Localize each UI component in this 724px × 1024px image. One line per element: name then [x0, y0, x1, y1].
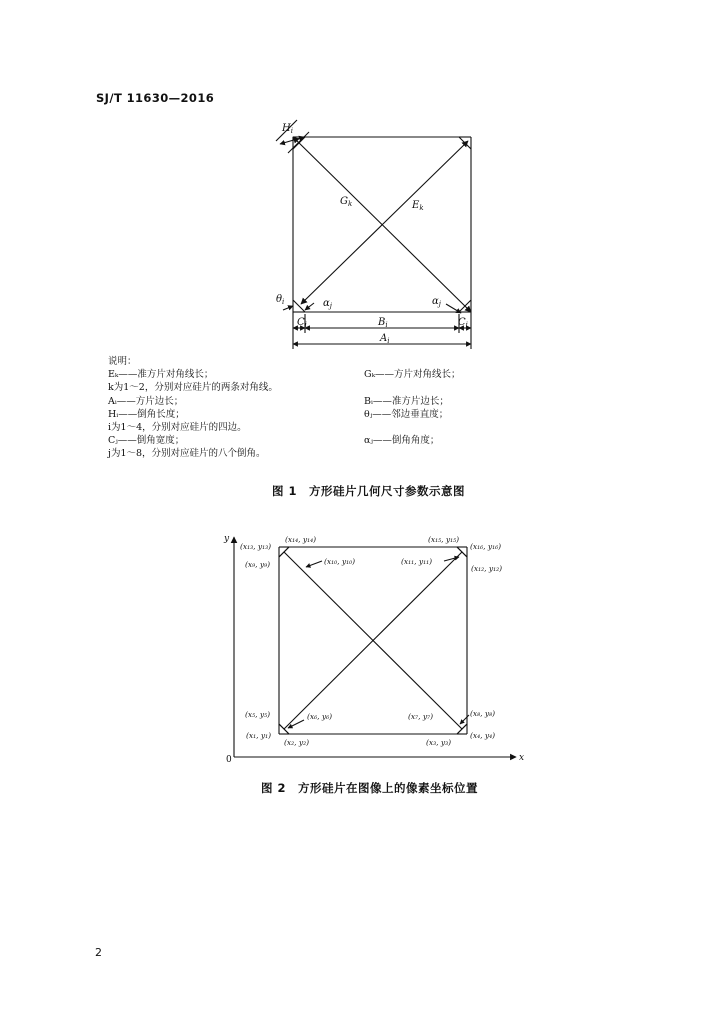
point-label: (x₁₅, y₁₅)	[428, 535, 460, 544]
legend-item: Gₖ——方片对角线长；	[364, 369, 461, 381]
legend-item: i为1～4，分别对应硅片的四边。	[108, 422, 247, 434]
point-label: (x₄, y₄)	[470, 731, 496, 740]
point-label: (x₆, y₆)	[307, 712, 333, 721]
figure-1-caption: 图 1 方形硅片几何尺寸参数示意图	[272, 484, 466, 498]
legend-item: θⱼ——邻边垂直度；	[364, 408, 449, 420]
figure-1-legend	[108, 355, 608, 461]
label-alpha-left: $\alpha_j$	[323, 298, 332, 310]
label-alpha-right: $\alpha_j$	[432, 296, 441, 308]
legend-item: j为1～8，分别对应硅片的八个倒角。	[108, 448, 266, 460]
point-label: (x₁₁, y₁₁)	[401, 557, 433, 566]
point-label: (x₃, y₃)	[426, 738, 452, 747]
point-label: (x₁₆, y₁₆)	[470, 542, 502, 551]
legend-item: k为1～2，分别对应硅片的两条对角线。	[108, 382, 278, 394]
figure-2-diagram	[0, 520, 724, 780]
y-axis-label: y	[224, 534, 230, 544]
legend-title: 说明：	[108, 356, 137, 367]
point-label: (x₇, y₇)	[408, 712, 434, 721]
legend-item: αⱼ——倒角角度；	[364, 435, 440, 447]
origin-label: 0	[226, 755, 232, 765]
point-label: (x₅, y₅)	[245, 710, 271, 719]
label-e: $E_k$	[412, 200, 424, 212]
legend-item: Cⱼ——倒角宽度；	[108, 435, 185, 447]
legend-item: Aᵢ——方片边长；	[108, 395, 184, 407]
label-g: $G_k$	[340, 196, 353, 208]
figure-2-caption: 图 2 方形硅片在图像上的像素坐标位置	[261, 781, 479, 795]
point-label: (x₁₀, y₁₀)	[324, 557, 356, 566]
label-c-right: $C_i$	[458, 317, 468, 329]
label-a: $A_i$	[380, 333, 390, 345]
point-label: (x₁, y₁)	[246, 731, 272, 740]
legend-row	[108, 381, 608, 394]
point-label: (x₁₄, y₁₄)	[285, 535, 317, 544]
legend-item: Hᵢ——倒角长度；	[108, 408, 185, 420]
standard-number: SJ/T 11630—2016	[96, 91, 215, 105]
point-label: (x₉, y₉)	[245, 560, 271, 569]
legend-row	[108, 421, 608, 434]
label-theta: $\theta_i$	[276, 294, 285, 306]
legend-row	[108, 408, 608, 421]
diagonal-e	[301, 141, 468, 304]
legend-item: Bᵢ——准方片边长；	[364, 395, 449, 407]
legend-row	[108, 434, 608, 447]
point-label: (x₈, y₈)	[470, 709, 496, 718]
label-c-left: $C_i$	[297, 317, 307, 329]
x-axis-label: x	[519, 753, 525, 763]
point-label: (x₁₃, y₁₃)	[240, 542, 272, 551]
legend-item: Eₖ——准方片对角线长；	[108, 369, 214, 381]
label-b: $B_i$	[378, 317, 388, 329]
figure-1-diagram	[0, 0, 724, 360]
label-h: $H_i$	[282, 123, 293, 135]
legend-row	[108, 447, 608, 460]
point-label: (x₁₂, y₁₂)	[471, 564, 503, 573]
legend-row	[108, 368, 608, 381]
legend-row	[108, 395, 608, 408]
page-number: 2	[95, 946, 102, 959]
point-label: (x₂, y₂)	[284, 738, 310, 747]
